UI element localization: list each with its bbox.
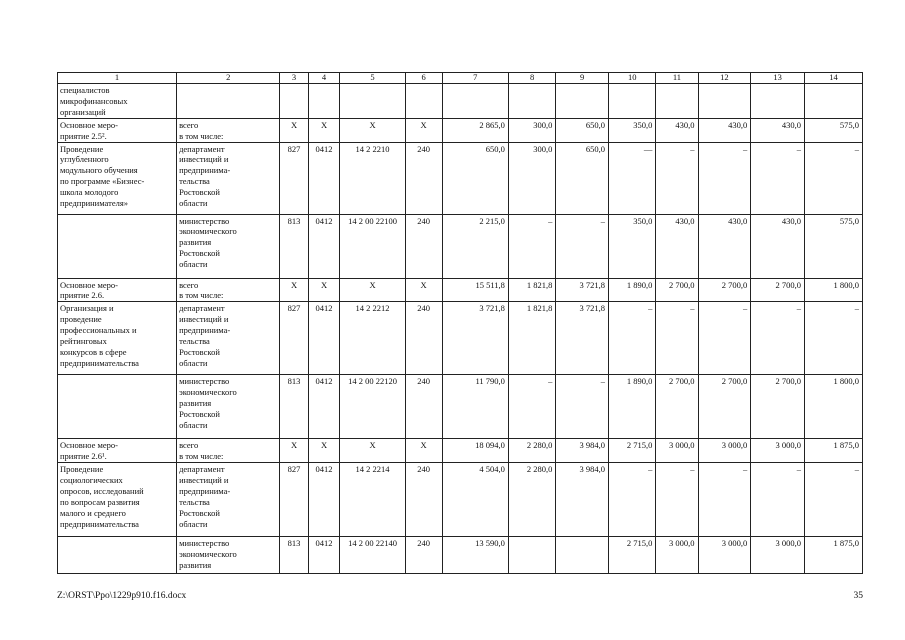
amount-cell: 1 800,0 (804, 375, 862, 439)
amount-cell: 2 715,0 (609, 439, 656, 463)
amount-cell: 3 000,0 (698, 537, 751, 574)
executor-cell: всего в том числе: (177, 278, 280, 302)
table-row (58, 439, 863, 463)
amount-cell: 1 890,0 (609, 278, 656, 302)
code-cell: 14 2 2210 (340, 142, 405, 214)
code-cell: 0412 (308, 375, 340, 439)
amount-cell: 3 000,0 (656, 439, 698, 463)
amount-cell: 2 280,0 (508, 463, 555, 537)
column-number-3: 3 (280, 73, 308, 84)
amount-cell: 15 511,8 (442, 278, 508, 302)
executor-cell (177, 84, 280, 119)
executor-cell: министерство экономического развития (177, 537, 280, 574)
table-row (58, 375, 863, 439)
code-cell: 240 (405, 537, 442, 574)
column-number-13: 13 (751, 73, 805, 84)
code-cell (280, 84, 308, 119)
activity-name-cell: Основное меро- приятие 2.5². (58, 118, 177, 142)
code-cell: 240 (405, 214, 442, 278)
amount-cell: 575,0 (804, 118, 862, 142)
amount-cell: 2 715,0 (609, 537, 656, 574)
amount-cell: – (656, 142, 698, 214)
column-number-10: 10 (609, 73, 656, 84)
activity-name-cell (58, 537, 177, 574)
amount-cell: 1 890,0 (609, 375, 656, 439)
code-cell: 240 (405, 302, 442, 375)
code-cell: 827 (280, 463, 308, 537)
amount-cell: 1 875,0 (804, 439, 862, 463)
amount-cell (698, 84, 751, 119)
code-cell: 0412 (308, 142, 340, 214)
amount-cell (609, 84, 656, 119)
code-cell: 14 2 00 22120 (340, 375, 405, 439)
activity-name-cell: Организация и проведение профессиональных и рейтинговых конкурсов в сфере предпринимательства (58, 302, 177, 375)
activity-name-cell (58, 214, 177, 278)
amount-cell: 2 700,0 (698, 278, 751, 302)
table-row (58, 537, 863, 574)
amount-cell: – (556, 214, 609, 278)
amount-cell: – (804, 142, 862, 214)
amount-cell: – (751, 302, 805, 375)
code-cell (340, 84, 405, 119)
footer-page-number: 35 (853, 591, 863, 601)
amount-cell: – (508, 214, 555, 278)
table-row (58, 214, 863, 278)
amount-cell: – (804, 302, 862, 375)
amount-cell: 3 721,8 (556, 278, 609, 302)
executor-cell: всего в том числе: (177, 118, 280, 142)
amount-cell: 650,0 (442, 142, 508, 214)
code-cell: X (340, 118, 405, 142)
column-number-1: 1 (58, 73, 177, 84)
amount-cell: 2 865,0 (442, 118, 508, 142)
code-cell: 14 2 2214 (340, 463, 405, 537)
amount-cell: 1 875,0 (804, 537, 862, 574)
amount-cell: – (656, 302, 698, 375)
amount-cell: 2 700,0 (656, 375, 698, 439)
table-row (58, 84, 863, 119)
code-cell: 0412 (308, 214, 340, 278)
amount-cell: 3 984,0 (556, 439, 609, 463)
amount-cell: 3 721,8 (556, 302, 609, 375)
amount-cell: 2 215,0 (442, 214, 508, 278)
amount-cell: 11 790,0 (442, 375, 508, 439)
amount-cell: 13 590,0 (442, 537, 508, 574)
amount-cell: – (698, 302, 751, 375)
amount-cell: – (609, 302, 656, 375)
amount-cell (508, 84, 555, 119)
activity-name-cell: Проведение углубленного модульного обучения по программе «Бизнес- школа молодого предпринимателя» (58, 142, 177, 214)
code-cell: 827 (280, 302, 308, 375)
amount-cell: – (698, 463, 751, 537)
column-number-7: 7 (442, 73, 508, 84)
amount-cell: 3 000,0 (751, 439, 805, 463)
column-number-14: 14 (804, 73, 862, 84)
table-row (58, 463, 863, 537)
code-cell: X (340, 439, 405, 463)
amount-cell: 650,0 (556, 142, 609, 214)
code-cell: 14 2 00 22140 (340, 537, 405, 574)
code-cell: X (308, 439, 340, 463)
amount-cell: 430,0 (751, 214, 805, 278)
code-cell: 813 (280, 375, 308, 439)
code-cell (405, 84, 442, 119)
amount-cell: 1 800,0 (804, 278, 862, 302)
amount-cell (556, 537, 609, 574)
code-cell: X (405, 118, 442, 142)
amount-cell: 350,0 (609, 118, 656, 142)
amount-cell: 650,0 (556, 118, 609, 142)
code-cell: 240 (405, 142, 442, 214)
amount-cell: 2 700,0 (751, 375, 805, 439)
code-cell: 0412 (308, 302, 340, 375)
amount-cell: 3 000,0 (698, 439, 751, 463)
amount-cell: – (609, 463, 656, 537)
amount-cell (508, 537, 555, 574)
amount-cell: – (751, 463, 805, 537)
amount-cell: – (656, 463, 698, 537)
executor-cell: всего в том числе: (177, 439, 280, 463)
column-number-4: 4 (308, 73, 340, 84)
amount-cell: — (609, 142, 656, 214)
executor-cell: министерство экономического развития Ростовской области (177, 375, 280, 439)
activity-name-cell (58, 375, 177, 439)
amount-cell (751, 84, 805, 119)
amount-cell: 3 000,0 (751, 537, 805, 574)
amount-cell: 300,0 (508, 142, 555, 214)
code-cell: X (405, 439, 442, 463)
code-cell: X (280, 278, 308, 302)
code-cell: 0412 (308, 463, 340, 537)
amount-cell: 3 984,0 (556, 463, 609, 537)
amount-cell: – (804, 463, 862, 537)
amount-cell: 430,0 (751, 118, 805, 142)
executor-cell: министерство экономического развития Ростовской области (177, 214, 280, 278)
amount-cell: 430,0 (698, 118, 751, 142)
code-cell: 240 (405, 463, 442, 537)
amount-cell: 300,0 (508, 118, 555, 142)
footer-file-path: Z:\ORST\Ppo\1229p910.f16.docx (57, 591, 187, 601)
code-cell: 813 (280, 214, 308, 278)
amount-cell: – (751, 142, 805, 214)
amount-cell: 2 700,0 (698, 375, 751, 439)
amount-cell: 2 700,0 (751, 278, 805, 302)
amount-cell (442, 84, 508, 119)
table-row (58, 118, 863, 142)
amount-cell: 1 821,8 (508, 302, 555, 375)
amount-cell: 430,0 (656, 214, 698, 278)
amount-cell: 3 000,0 (656, 537, 698, 574)
program-table (57, 72, 863, 574)
activity-name-cell: Проведение социологических опросов, исследований по вопросам развития малого и среднего предпринимательства (58, 463, 177, 537)
code-cell: X (340, 278, 405, 302)
amount-cell: 2 700,0 (656, 278, 698, 302)
column-number-2: 2 (177, 73, 280, 84)
code-cell: X (405, 278, 442, 302)
executor-cell: департамент инвестиций и предпринима- тельства Ростовской области (177, 302, 280, 375)
executor-cell: департамент инвестиций и предпринима- тельства Ростовской области (177, 142, 280, 214)
amount-cell: 430,0 (656, 118, 698, 142)
amount-cell (556, 84, 609, 119)
activity-name-cell: Основное меро- приятие 2.6¹. (58, 439, 177, 463)
code-cell: 240 (405, 375, 442, 439)
column-number-row (58, 73, 863, 84)
amount-cell: 430,0 (698, 214, 751, 278)
amount-cell: 18 094,0 (442, 439, 508, 463)
table-row (58, 302, 863, 375)
amount-cell (656, 84, 698, 119)
code-cell (308, 84, 340, 119)
column-number-12: 12 (698, 73, 751, 84)
amount-cell (804, 84, 862, 119)
code-cell: X (308, 278, 340, 302)
code-cell: 0412 (308, 537, 340, 574)
activity-name-cell: специалистов микрофинансовых организаций (58, 84, 177, 119)
amount-cell: 2 280,0 (508, 439, 555, 463)
amount-cell: 4 504,0 (442, 463, 508, 537)
amount-cell: 350,0 (609, 214, 656, 278)
code-cell: X (308, 118, 340, 142)
amount-cell: 3 721,8 (442, 302, 508, 375)
amount-cell: – (508, 375, 555, 439)
table-row (58, 142, 863, 214)
amount-cell: 575,0 (804, 214, 862, 278)
code-cell: 14 2 00 22100 (340, 214, 405, 278)
table-body (58, 73, 863, 574)
executor-cell: департамент инвестиций и предпринима- тельства Ростовской области (177, 463, 280, 537)
code-cell: 827 (280, 142, 308, 214)
column-number-8: 8 (508, 73, 555, 84)
column-number-9: 9 (556, 73, 609, 84)
amount-cell: 1 821,8 (508, 278, 555, 302)
code-cell: X (280, 439, 308, 463)
code-cell: 14 2 2212 (340, 302, 405, 375)
amount-cell: – (556, 375, 609, 439)
table-row (58, 278, 863, 302)
column-number-6: 6 (405, 73, 442, 84)
code-cell: X (280, 118, 308, 142)
code-cell: 813 (280, 537, 308, 574)
column-number-5: 5 (340, 73, 405, 84)
activity-name-cell: Основное меро- приятие 2.6. (58, 278, 177, 302)
column-number-11: 11 (656, 73, 698, 84)
amount-cell: – (698, 142, 751, 214)
